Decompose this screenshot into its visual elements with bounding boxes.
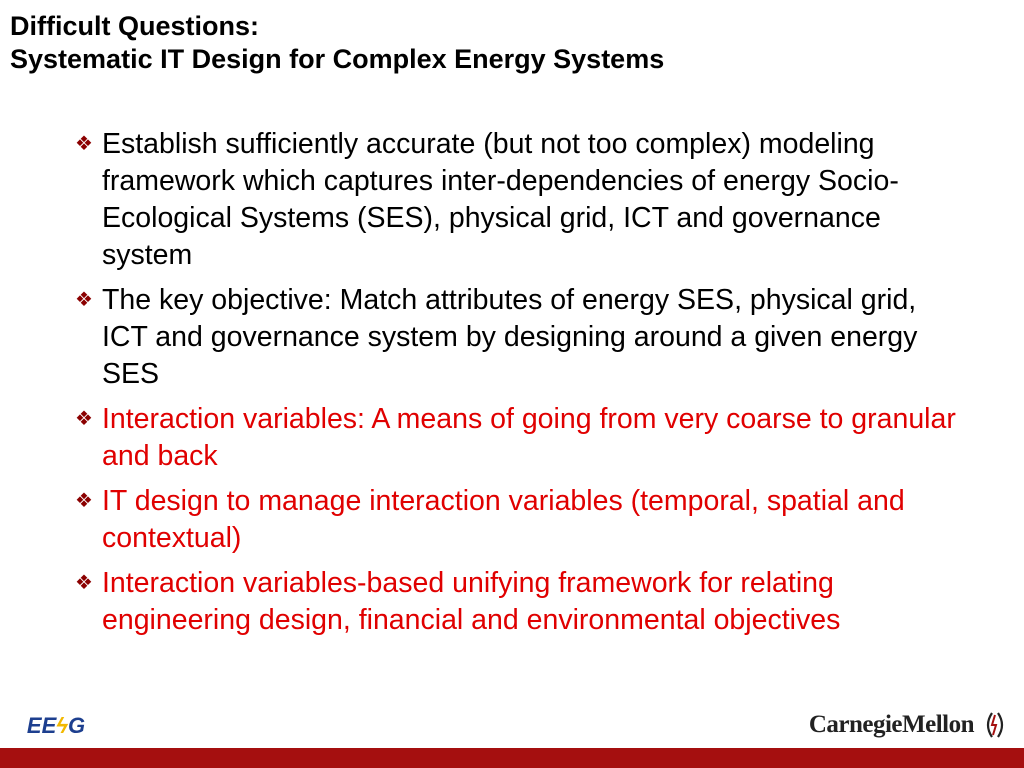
lightning-bolt-icon: ϟ (56, 713, 68, 738)
footer-bar (0, 748, 1024, 768)
diamond-bullet-icon: ❖ (75, 572, 93, 594)
diamond-bullet-icon: ❖ (75, 133, 93, 155)
cmu-emblem-icon (980, 710, 1010, 740)
bullet-list (66, 126, 966, 647)
bullet-text: Interaction variables: A means of going from very coarse to granular and back (102, 403, 956, 472)
bullet-item (66, 282, 966, 393)
eesg-logo-text-b: G (67, 713, 86, 738)
slide-title-line-1: Difficult Questions: (10, 11, 259, 41)
bullet-item (66, 401, 966, 475)
carnegie-mellon-logo (809, 708, 1010, 742)
diamond-bullet-icon: ❖ (75, 289, 93, 311)
bullet-text: Interaction variables-based unifying framework for relating engineering design, financial and environmental objectives (102, 567, 841, 636)
bullet-item (66, 126, 966, 274)
bullet-text: IT design to manage interaction variables (temporal, spatial and contextual) (102, 485, 905, 554)
diamond-bullet-icon: ❖ (75, 490, 93, 512)
eesg-logo-text (27, 713, 85, 739)
slide-title (10, 10, 664, 76)
eesg-logo (12, 706, 100, 746)
bullet-item (66, 483, 966, 557)
bullet-text: Establish sufficiently accurate (but not too complex) modeling framework which captures inter-dependencies of energy Socio-Ecological Systems (SES), physical grid, ICT and governance system (102, 128, 899, 271)
bullet-item (66, 565, 966, 639)
eesg-logo-text-a: EE (26, 713, 57, 738)
carnegie-mellon-logo-text: CarnegieMellon (808, 711, 974, 738)
slide-title-line-2: Systematic IT Design for Complex Energy Systems (10, 44, 665, 74)
bullet-text: The key objective: Match attributes of energy SES, physical grid, ICT and governance system by designing around a given energy SES (102, 284, 918, 390)
diamond-bullet-icon: ❖ (75, 408, 93, 430)
